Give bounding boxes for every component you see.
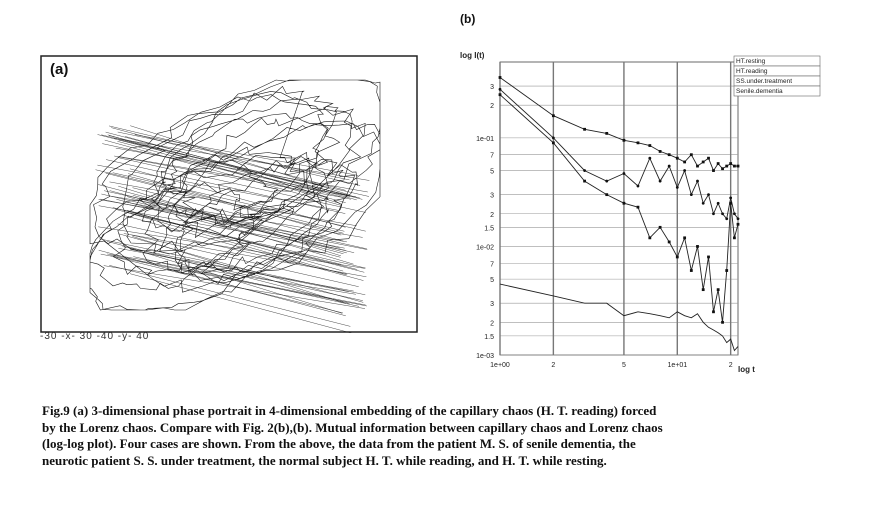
data-point	[707, 193, 710, 196]
phase-portrait-panel	[40, 55, 418, 345]
data-point	[737, 217, 740, 220]
data-point	[605, 180, 608, 183]
data-point	[499, 76, 502, 79]
series-line	[500, 95, 738, 323]
caption-line-3: (log-log plot). Four cases are shown. From the above, the data from the patient M. S. of senile dementia, the	[42, 436, 636, 451]
caption-line-4: neurotic patient S. S. under treatment, the normal subject H. T. while reading, and H. T. while resting.	[42, 452, 607, 468]
plot-frame	[500, 62, 738, 355]
data-point	[552, 114, 555, 117]
data-point	[729, 202, 732, 205]
data-point	[717, 288, 720, 291]
series-ht-resting	[499, 76, 740, 172]
y-tick-label: 3	[490, 84, 494, 92]
series-line	[500, 78, 738, 171]
data-point	[696, 180, 699, 183]
mutual-information-panel	[438, 10, 858, 390]
data-point	[623, 172, 626, 175]
data-point	[659, 150, 662, 153]
data-point	[690, 153, 693, 156]
data-point	[707, 256, 710, 259]
phase-portrait-frame	[41, 56, 417, 332]
phase-portrait-plot	[40, 55, 418, 333]
data-point	[721, 321, 724, 324]
data-point	[552, 141, 555, 144]
caption-line-2: by the Lorenz chaos. Compare with Fig. 2(b),(b). Mutual information between capillary chaos and Lorenz chaos	[42, 419, 663, 435]
data-point	[733, 165, 736, 168]
data-point	[696, 245, 699, 248]
data-point	[712, 212, 715, 215]
series-line	[500, 284, 738, 350]
series-ss-under-treatment	[499, 93, 740, 323]
series-senile-dementia	[500, 284, 738, 350]
data-point	[737, 165, 740, 168]
data-point	[702, 202, 705, 205]
y-tick-label: 2	[490, 211, 494, 219]
series-line	[500, 89, 738, 218]
data-point	[676, 186, 679, 189]
y-tick-label: 7	[490, 261, 494, 269]
x-tick-label: 1e+01	[667, 362, 688, 369]
data-point	[668, 153, 671, 156]
chart-title: (b)	[460, 12, 476, 26]
data-point	[676, 157, 679, 160]
caption-line-1: Fig.9 (a) 3-dimensional phase portrait in 4-dimensional embedding of the capillary chaos (H. T. reading) forced	[42, 403, 657, 418]
data-point	[702, 161, 705, 164]
data-point	[583, 180, 586, 183]
data-point	[648, 157, 651, 160]
x-axis-label: log t	[738, 365, 755, 374]
data-point	[552, 136, 555, 139]
data-point	[583, 169, 586, 172]
mutual-information-chart	[438, 10, 858, 390]
data-point	[725, 217, 728, 220]
y-tick-label: 3	[490, 192, 494, 200]
data-point	[499, 88, 502, 91]
data-point	[712, 169, 715, 172]
y-tick-label: 1.5	[484, 333, 494, 341]
data-point	[637, 206, 640, 209]
data-point	[668, 165, 671, 168]
data-point	[659, 226, 662, 229]
data-point	[637, 141, 640, 144]
data-point	[707, 157, 710, 160]
y-tick-label: 5	[490, 168, 494, 176]
x-tick-label: 2	[551, 362, 556, 369]
data-point	[623, 139, 626, 142]
data-point	[605, 132, 608, 135]
figure-caption	[42, 403, 842, 469]
data-point	[499, 93, 502, 96]
data-point	[605, 193, 608, 196]
panel-a-axis-ticks: -30 -x- 30 -40 -y- 40	[40, 331, 150, 342]
data-point	[623, 202, 626, 205]
y-tick-label: 7	[490, 152, 494, 160]
data-point	[683, 236, 686, 239]
legend-entry: SS.under.treatment	[736, 78, 793, 85]
data-point	[696, 165, 699, 168]
data-point	[737, 223, 740, 226]
y-tick-label: 2	[490, 320, 494, 328]
data-point	[668, 241, 671, 244]
data-point	[733, 212, 736, 215]
data-point	[712, 310, 715, 313]
data-point	[648, 144, 651, 147]
data-point	[676, 256, 679, 259]
data-point	[583, 128, 586, 131]
data-point	[690, 269, 693, 272]
x-tick-label: 5	[621, 362, 626, 369]
data-point	[729, 196, 732, 199]
data-point	[721, 167, 724, 170]
data-point	[690, 193, 693, 196]
data-point	[717, 162, 720, 165]
data-point	[637, 185, 640, 188]
y-tick-label: 1e-01	[476, 135, 494, 143]
data-point	[717, 202, 720, 205]
data-point	[721, 212, 724, 215]
data-point	[725, 269, 728, 272]
legend-entry: HT.reading	[736, 68, 768, 75]
x-tick-label: 2	[728, 362, 733, 369]
y-tick-label: 2	[490, 103, 494, 111]
y-tick-label: 1e-02	[476, 244, 494, 252]
y-tick-label: 5	[490, 277, 494, 285]
y-tick-label: 1e-03	[476, 353, 494, 360]
data-point	[648, 236, 651, 239]
legend-entry: Senile.dementia	[736, 88, 783, 95]
y-axis-label: log I(t)	[460, 51, 485, 60]
data-point	[683, 169, 686, 172]
data-point	[702, 288, 705, 291]
data-point	[733, 236, 736, 239]
legend-entry: HT.resting	[736, 58, 766, 65]
x-tick-label: 1e+00	[490, 362, 510, 369]
legend	[734, 56, 820, 96]
data-point	[659, 180, 662, 183]
data-point	[729, 162, 732, 165]
panel-a-label: (a)	[50, 61, 69, 78]
data-point	[725, 165, 728, 168]
y-tick-label: 3	[490, 301, 494, 309]
y-tick-label: 1.5	[484, 225, 494, 233]
data-point	[683, 161, 686, 164]
